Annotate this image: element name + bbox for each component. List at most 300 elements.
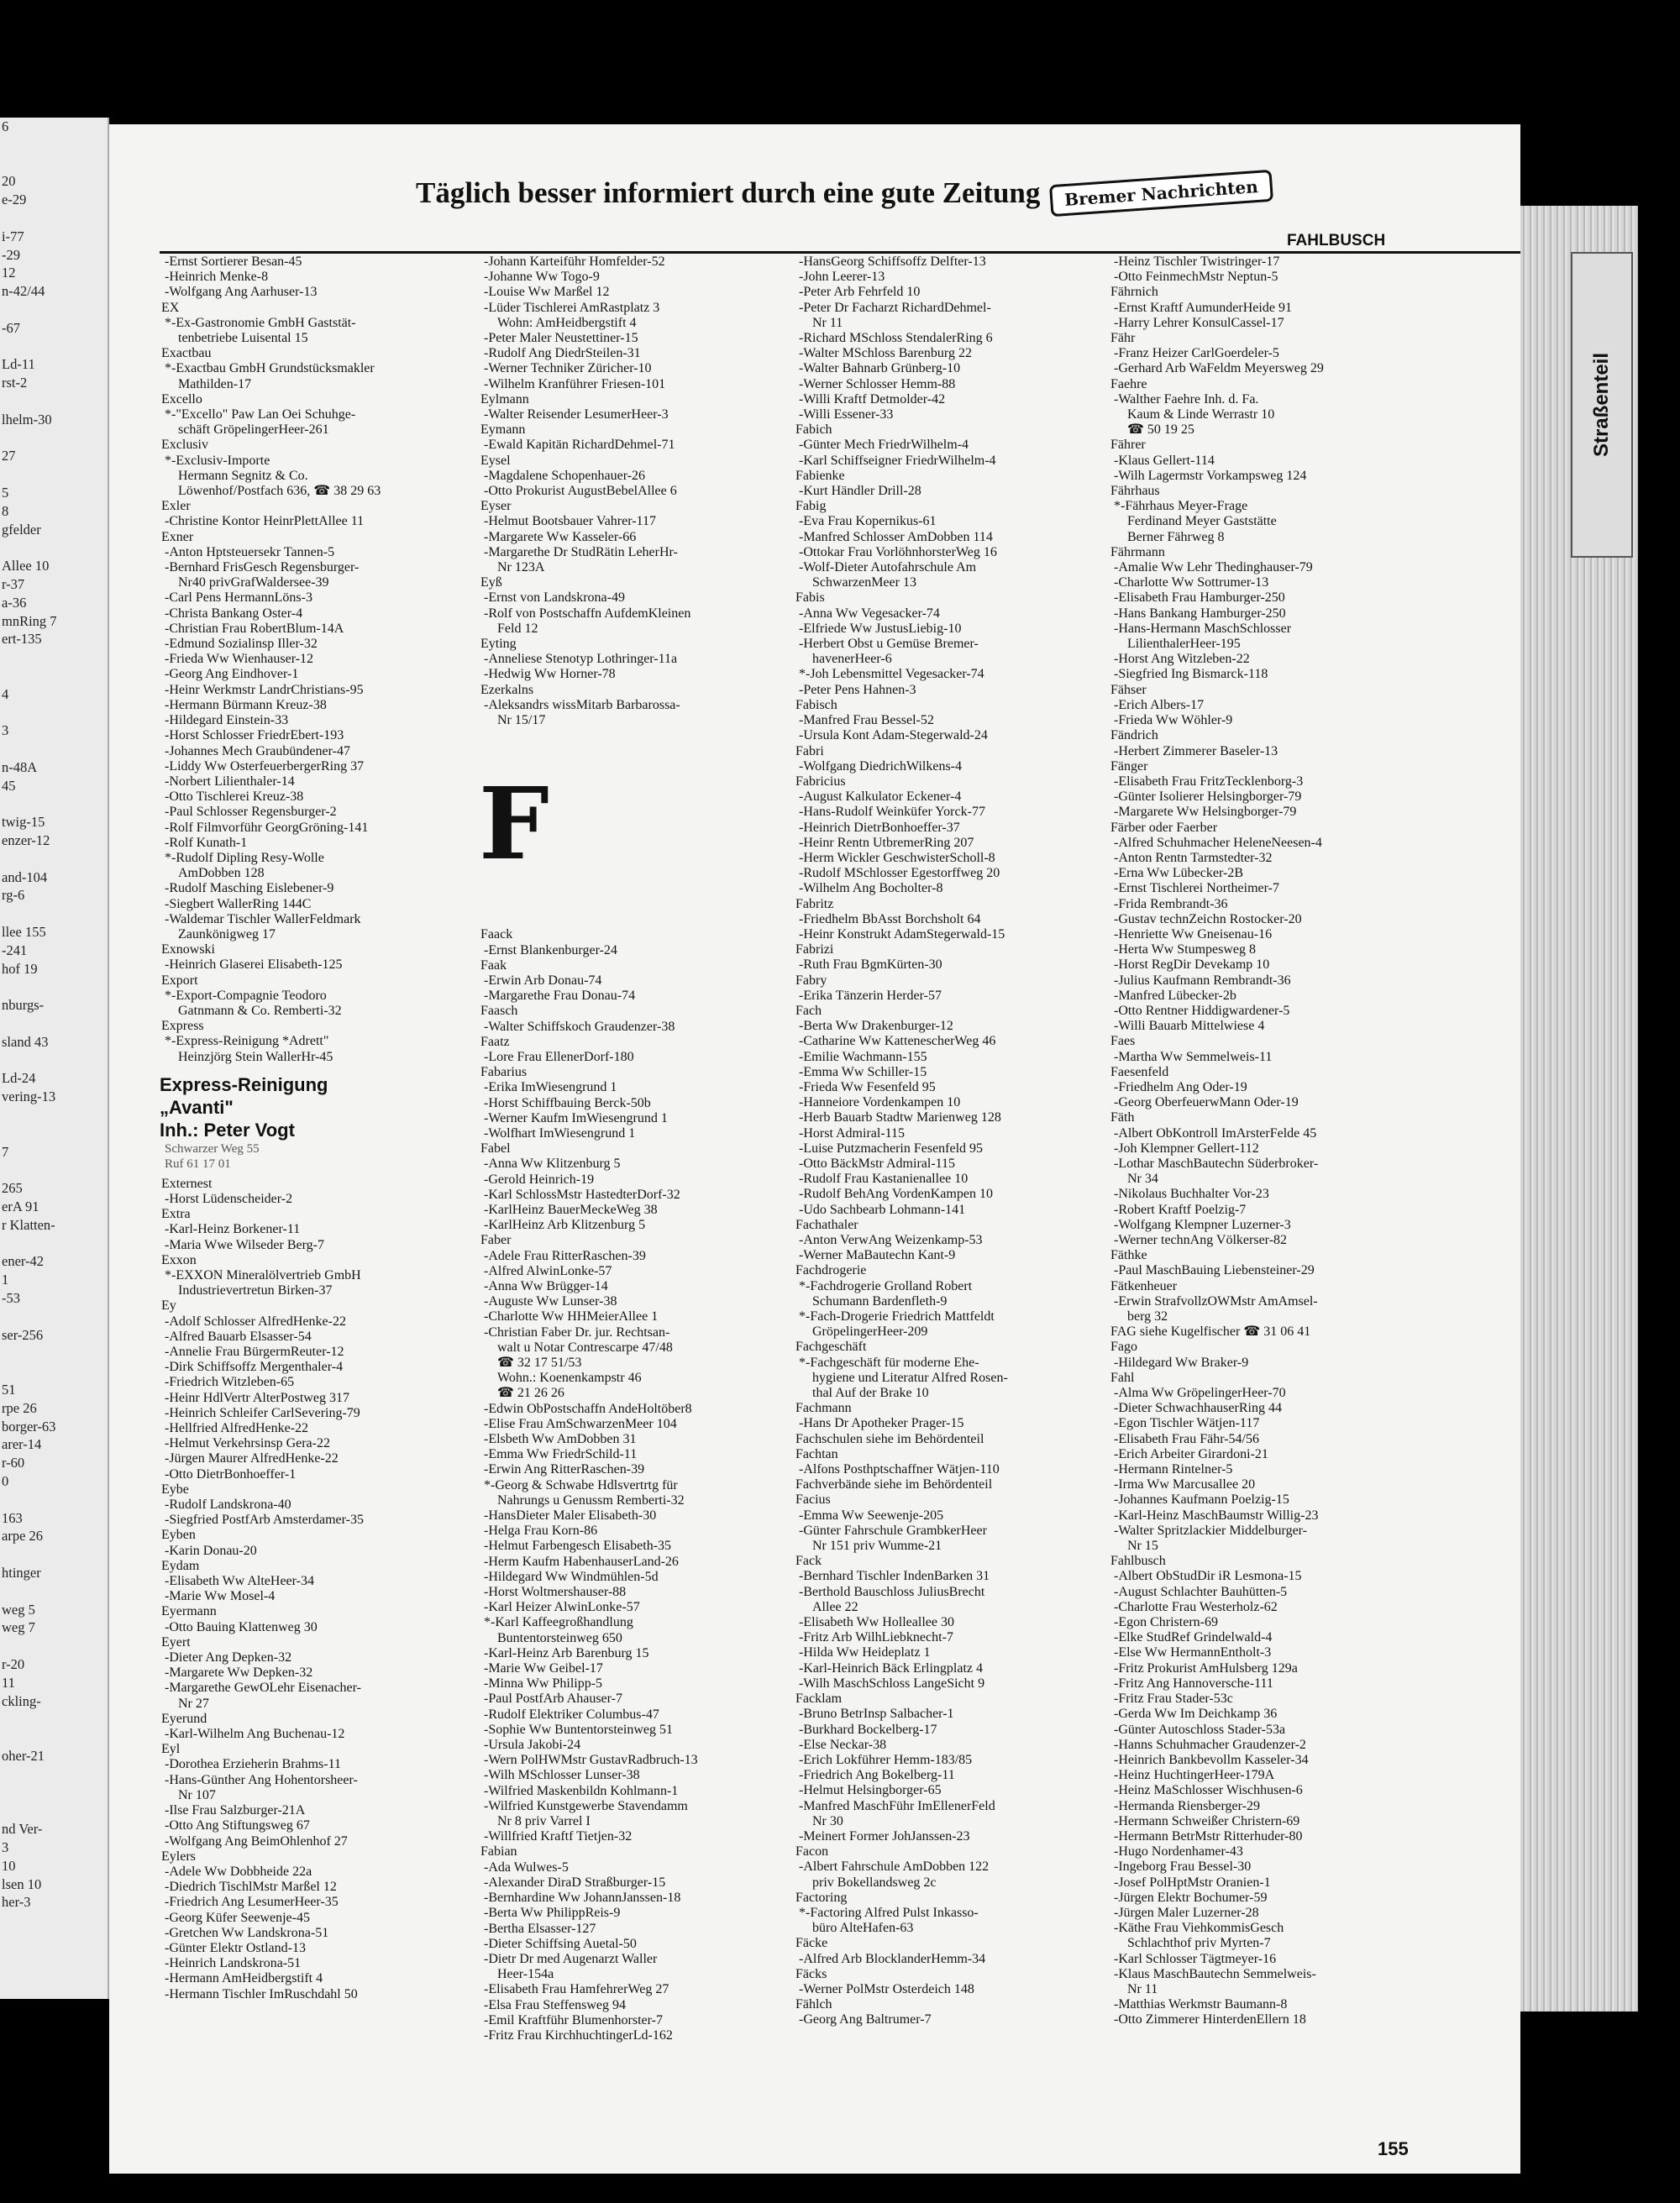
directory-entry: -Johann Karteiführ Homfelder-52 xyxy=(484,254,665,269)
directory-entry: -Karl Schlosser Tägtmeyer-16 xyxy=(1114,1951,1277,1966)
directory-entry: -Richard MSchloss StendalerRing 6 xyxy=(799,331,993,346)
directory-entry: -Walther Faehre Inh. d. Fa. xyxy=(1114,391,1259,407)
directory-entry: -Albert ObKontroll ImArsterFelde 45 xyxy=(1114,1125,1317,1141)
directory-entry: -Elisabeth Ww AlteHeer-34 xyxy=(165,1574,314,1589)
fragment-line: Allee 10 xyxy=(2,558,50,574)
surname-heading: Facon xyxy=(795,1844,829,1859)
surname-heading: Eyert xyxy=(161,1634,191,1650)
directory-entry: -Günter Mech FriedrWilhelm-4 xyxy=(799,438,969,453)
directory-entry: -Fritz Arb WilhLiebknecht-7 xyxy=(799,1630,953,1645)
directory-entry: -Walter Reisender LesumerHeer-3 xyxy=(484,407,669,422)
directory-entry: -Friedhelm Ang Oder-19 xyxy=(1114,1079,1247,1094)
directory-entry: *-Karl Kaffeegroßhandlung xyxy=(484,1615,633,1630)
fragment-line: ert-135 xyxy=(2,631,42,648)
directory-entry: -Otto Bauing Klattenweg 30 xyxy=(165,1619,318,1634)
column-1 xyxy=(160,254,470,2002)
section-letter: F xyxy=(479,765,549,883)
directory-entry: *-Exactbau GmbH Grundstücksmakler xyxy=(165,361,375,376)
entry-continuation: Gatnmann & Co. Remberti-32 xyxy=(178,1003,342,1018)
banner-headline: Täglich besser informiert durch eine gute Zeitung xyxy=(416,176,1041,209)
directory-entry: -Günter Elektr Ostland-13 xyxy=(165,1940,306,1955)
directory-entry: -Wilhelm Kranführer Friesen-101 xyxy=(484,376,666,391)
surname-heading: Faes xyxy=(1110,1034,1136,1049)
surname-heading: Faehre xyxy=(1110,376,1147,391)
surname-heading: Factoring xyxy=(795,1890,848,1905)
entry-continuation: Nr 11 xyxy=(1127,1981,1158,1996)
directory-entry: -Fritz Ang Hannoversche-111 xyxy=(1114,1676,1273,1691)
directory-entry: -Peter Pens Hahnen-3 xyxy=(799,682,916,697)
directory-entry: -Anna Ww Brügger-14 xyxy=(484,1278,608,1293)
page-number: 155 xyxy=(1378,2138,1409,2159)
surname-heading: Eysel xyxy=(480,453,511,468)
directory-entry: *-EXXON Mineralölvertrieb GmbH xyxy=(165,1267,361,1282)
directory-entry: -Helmut Farbengesch Elisabeth-35 xyxy=(484,1539,672,1554)
directory-entry: -Hans Bankang Hamburger-250 xyxy=(1114,606,1286,621)
directory-entry: -Sophie Ww Buntentorsteinweg 51 xyxy=(484,1722,674,1737)
fragment-line: gfelder xyxy=(2,521,41,538)
directory-entry: *-Express-Reinigung *Adrett" xyxy=(165,1034,329,1049)
directory-entry: -Helga Frau Korn-86 xyxy=(484,1524,598,1539)
directory-entry: -August Schlachter Bauhütten-5 xyxy=(1114,1584,1288,1599)
directory-entry: -Paul MaschBauing Liebensteiner-29 xyxy=(1114,1263,1315,1278)
directory-entry: -Ingeborg Frau Bessel-30 xyxy=(1114,1859,1252,1875)
surname-heading: Excello xyxy=(161,391,202,407)
directory-entry: -Helmut Helsingborger-65 xyxy=(799,1783,942,1798)
directory-entry: -Heinrich Schleifer CarlSevering-79 xyxy=(165,1405,360,1420)
fragment-line: r-37 xyxy=(2,575,25,592)
fragment-line: 27 xyxy=(2,448,16,464)
directory-entry: -Ilse Frau Salzburger-21A xyxy=(165,1803,306,1818)
directory-entry: *-Joh Lebensmittel Vegesacker-74 xyxy=(799,667,984,682)
ad-address-line: Schwarzer Weg 55 xyxy=(165,1141,260,1156)
directory-entry: *-Georg & Schwabe Hdlsvertrtg für xyxy=(484,1477,678,1492)
surname-heading: Export xyxy=(161,973,198,988)
surname-heading: Ey xyxy=(161,1298,176,1314)
fragment-line: 45 xyxy=(2,777,16,794)
directory-entry: -Ernst Tischlerei Northeimer-7 xyxy=(1114,881,1279,896)
directory-entry: -Gerda Ww Im Deichkamp 36 xyxy=(1114,1707,1278,1722)
surname-heading: Fabisch xyxy=(795,697,837,712)
directory-entry: -Jürgen Elektr Bochumer-59 xyxy=(1114,1890,1268,1905)
directory-entry: -Karl Heizer AlwinLonke-57 xyxy=(484,1600,640,1615)
directory-entry: -Emma Ww FriedrSchild-11 xyxy=(484,1447,638,1462)
directory-entry: -Edmund Sozialinsp Iller-32 xyxy=(165,637,318,652)
entry-continuation: Kaum & Linde Werrastr 10 xyxy=(1127,407,1275,422)
surname-heading: Fahl xyxy=(1110,1370,1135,1385)
fragment-line xyxy=(0,667,108,685)
directory-entry: -Paul Schlosser Regensburger-2 xyxy=(165,805,337,820)
entry-continuation: ☎ 32 17 51/53 xyxy=(497,1355,582,1370)
fragment-line: 7 xyxy=(2,1143,9,1160)
directory-entry: -Ernst Kraftf AumunderHeide 91 xyxy=(1114,300,1292,315)
directory-entry: -Dieter SchwachhauserRing 44 xyxy=(1114,1401,1282,1416)
directory-entry: -Jürgen Maurer AlfredHenke-22 xyxy=(165,1451,339,1466)
directory-entry: -Horst Schlosser FriedrEbert-193 xyxy=(165,728,344,743)
directory-entry: -Christian Frau RobertBlum-14A xyxy=(165,621,344,636)
directory-entry: -Frieda Ww Wöhler-9 xyxy=(1114,713,1233,728)
directory-entry: -Albert Fahrschule AmDobben 122 xyxy=(799,1859,990,1875)
directory-entry: -Franz Heizer CarlGoerdeler-5 xyxy=(1114,346,1279,361)
directory-entry: -Walter Spritzlackier Middelburger- xyxy=(1114,1523,1308,1538)
surname-heading: Fachschulen siehe im Behördenteil xyxy=(795,1431,984,1446)
directory-entry: -Gerold Heinrich-19 xyxy=(484,1172,595,1187)
surname-heading: Fago xyxy=(1110,1340,1137,1355)
directory-entry: -Anton VerwAng Weizenkamp-53 xyxy=(799,1233,983,1247)
surname-heading: Fähr xyxy=(1110,331,1136,346)
fragment-line: sland 43 xyxy=(2,1033,49,1050)
directory-entry: -Martha Ww Semmelweis-11 xyxy=(1114,1049,1273,1064)
surname-heading: Fachdrogerie xyxy=(795,1263,867,1278)
fragment-line: r Klatten- xyxy=(2,1216,55,1233)
directory-entry: -Karl-Wilhelm Ang Buchenau-12 xyxy=(165,1727,345,1742)
directory-entry: -Siegfried Ing Bismarck-118 xyxy=(1114,667,1268,682)
directory-entry: -Udo Sachbearb Lohmann-141 xyxy=(799,1202,966,1217)
directory-entry: -Klaus MaschBautechn Semmelweis- xyxy=(1114,1966,1316,1981)
directory-entry: -Friedrich Ang LesumerHeer-35 xyxy=(165,1895,339,1910)
fragment-line: 8 xyxy=(2,502,9,519)
surname-heading: Fabry xyxy=(795,973,827,988)
fragment-line: twig-15 xyxy=(2,814,45,831)
directory-entry: -Margarete Ww Depken-32 xyxy=(165,1665,313,1681)
directory-entry: -Nikolaus Buchhalter Vor-23 xyxy=(1114,1187,1269,1202)
directory-entry: -Ursula Jakobi-24 xyxy=(484,1738,581,1753)
surname-heading: Eylers xyxy=(161,1849,196,1864)
surname-heading: Fach xyxy=(795,1003,822,1018)
directory-entry: -Manfred Lübecker-2b xyxy=(1114,988,1236,1003)
fragment-line: 4 xyxy=(2,685,9,702)
directory-entry: -Hans-Rudolf Weinküfer Yorck-77 xyxy=(799,805,985,820)
directory-entry: -Otto BäckMstr Admiral-115 xyxy=(799,1156,956,1171)
directory-entry: -Alfred Arb BlocklanderHemm-34 xyxy=(799,1951,986,1966)
directory-entry: -Erich Arbeiter Girardoni-21 xyxy=(1114,1446,1268,1461)
fragment-line: ckling- xyxy=(2,1692,41,1709)
surname-heading: Fähser xyxy=(1110,682,1147,697)
directory-entry: -Friedrich Witzleben-65 xyxy=(165,1375,295,1390)
directory-entry: -Adolf Schlosser AlfredHenke-22 xyxy=(165,1314,346,1329)
directory-entry: -Willfried Kraftf Tietjen-32 xyxy=(484,1829,633,1844)
directory-entry: -Dorothea Erzieherin Brahms-11 xyxy=(165,1757,341,1772)
directory-entry: -Anton Hptsteuersekr Tannen-5 xyxy=(165,544,335,559)
directory-entry: -Friedrich Ang Bokelberg-11 xyxy=(799,1768,955,1783)
logo-text: Bremer Nachrichten xyxy=(1063,176,1259,211)
directory-entry: -Herbert Obst u Gemüse Bremer- xyxy=(799,637,979,652)
directory-entry: -Horst RegDir Devekamp 10 xyxy=(1114,957,1270,973)
directory-entry: -Herbert Zimmerer Baseler-13 xyxy=(1114,743,1278,758)
entry-continuation: Industrievertretun Birken-37 xyxy=(178,1283,333,1298)
fragment-line xyxy=(0,978,108,996)
column-4 xyxy=(1109,254,1420,2028)
surname-heading: Faack xyxy=(480,927,513,942)
directory-entry: *-Fährhaus Meyer-Frage xyxy=(1114,499,1248,514)
directory-entry: -Hans-Günther Ang Hohentorsheer- xyxy=(165,1772,358,1787)
fragment-line: r-60 xyxy=(2,1455,25,1471)
directory-entry: -Dieter Ang Depken-32 xyxy=(165,1650,292,1665)
surname-heading: Extra xyxy=(161,1207,191,1222)
surname-heading: Fäth xyxy=(1110,1110,1135,1125)
surname-heading: Eyting xyxy=(480,637,517,652)
directory-entry: -KarlHeinz Arb Klitzenburg 5 xyxy=(484,1218,646,1233)
surname-heading: Eymann xyxy=(480,422,526,438)
ad-title-line: Inh.: Peter Vogt xyxy=(160,1119,295,1141)
fragment-line: arpe 26 xyxy=(2,1528,44,1545)
directory-entry: -Wolfgang Ang BeimOhlenhof 27 xyxy=(165,1833,348,1849)
fragment-line: 12 xyxy=(2,265,16,281)
directory-entry: -Manfred Schlosser AmDobben 114 xyxy=(799,529,993,544)
entry-continuation: walt u Notar Contrescarpe 47/48 xyxy=(497,1340,673,1355)
directory-entry: -Hermann BetrMstr Ritterhuder-80 xyxy=(1114,1828,1303,1844)
fragment-line xyxy=(0,465,108,484)
directory-entry: -Joh Klempner Gellert-112 xyxy=(1114,1141,1259,1156)
fragment-line: 265 xyxy=(2,1180,23,1197)
fragment-line: Ld-11 xyxy=(2,356,35,373)
directory-entry: -Elisabeth Ww Holleallee 30 xyxy=(799,1615,954,1630)
ad-address-line: Ruf 61 17 01 xyxy=(165,1157,231,1171)
directory-entry: -Heinz MaSchlosser Wischhusen-6 xyxy=(1114,1783,1303,1798)
fragment-line xyxy=(0,1728,108,1747)
surname-heading: Fabri xyxy=(795,743,824,758)
directory-entry: -Catharine Ww KattenescherWeg 46 xyxy=(799,1034,996,1049)
directory-entry: -Karl-Heinrich Bäck Erlingplatz 4 xyxy=(799,1660,984,1676)
directory-entry: -Margarethe Dr StudRätin LeherHr- xyxy=(484,544,678,559)
directory-entry: -Johannes Mech Graubündener-47 xyxy=(165,743,350,758)
directory-entry: -Johanne Ww Togo-9 xyxy=(484,270,600,285)
column-2 xyxy=(479,254,790,2043)
directory-entry: -Günter Autoschloss Stader-53a xyxy=(1114,1722,1286,1737)
directory-entry: -Fritz Frau Stader-53c xyxy=(1114,1692,1233,1707)
directory-entry: -Friedhelm BbAsst Borchsholt 64 xyxy=(799,911,981,926)
surname-heading: Facklam xyxy=(795,1692,843,1707)
directory-entry: *-Exclusiv-Importe xyxy=(165,453,270,468)
directory-entry: -Ursula Kont Adam-Stegerwald-24 xyxy=(799,728,988,743)
surname-heading: Faak xyxy=(480,957,507,973)
entry-continuation: priv Bokellandsweg 2c xyxy=(812,1875,937,1890)
directory-entry: -Harry Lehrer KonsulCassel-17 xyxy=(1114,315,1284,330)
entry-continuation: ☎ 21 26 26 xyxy=(497,1386,564,1401)
directory-entry: -Otto Prokurist AugustBebelAllee 6 xyxy=(484,484,677,499)
fragment-line: Ld-24 xyxy=(2,1070,36,1087)
entry-continuation: Nr 30 xyxy=(812,1813,843,1828)
fragment-line: 163 xyxy=(2,1509,23,1526)
fragment-line xyxy=(0,905,108,923)
directory-entry: -Dieter Schiffsing Auetal-50 xyxy=(484,1936,637,1951)
entry-continuation: Allee 22 xyxy=(812,1599,858,1614)
directory-entry: -Erwin Arb Donau-74 xyxy=(484,973,602,988)
directory-entry: -Bernhard FrisGesch Regensburger- xyxy=(165,560,360,575)
directory-entry: -Rudolf Frau Kastanienallee 10 xyxy=(799,1172,969,1187)
fragment-line xyxy=(0,1710,108,1728)
directory-entry: -Elsbeth Ww AmDobben 31 xyxy=(484,1432,637,1446)
directory-entry: -Rolf von Postschaffn AufdemKleinen xyxy=(484,606,691,621)
directory-entry: -Emilie Wachmann-155 xyxy=(799,1049,927,1064)
fragment-line: erA 91 xyxy=(2,1199,39,1215)
directory-entry: -Berta Ww PhilippReis-9 xyxy=(484,1906,621,1921)
directory-entry: -Georg Ang Baltrumer-7 xyxy=(799,2012,932,2027)
fragment-line: 3 xyxy=(2,722,9,739)
fragment-line: borger-63 xyxy=(2,1418,56,1435)
directory-entry: -Anton Rentn Tarmstedter-32 xyxy=(1114,850,1273,865)
entry-continuation: ☎ 50 19 25 xyxy=(1127,422,1194,438)
entry-continuation: Nr 8 priv Varrel I xyxy=(497,1814,591,1829)
directory-entry: -Anneliese Stenotyp Lothringer-11a xyxy=(484,652,678,667)
directory-entry: -Maria Wwe Wilseder Berg-7 xyxy=(165,1237,324,1252)
directory-entry: -Karin Donau-20 xyxy=(165,1543,257,1558)
directory-entry: -Rudolf Ang DiedrSteilen-31 xyxy=(484,346,641,361)
directory-entry: -Egon Tischler Wätjen-117 xyxy=(1114,1416,1260,1431)
directory-entry: -Walter Schiffskoch Graudenzer-38 xyxy=(484,1019,675,1034)
directory-entry: *-Fachdrogerie Grolland Robert xyxy=(799,1278,973,1293)
header-divider xyxy=(160,251,1520,254)
fragment-line xyxy=(0,1052,108,1070)
directory-entry: -Amalie Ww Lehr Thedinghauser-79 xyxy=(1114,560,1313,575)
directory-entry: -Charlotte Ww Sottrumer-13 xyxy=(1114,575,1269,590)
directory-entry: -Marie Ww Geibel-17 xyxy=(484,1661,603,1676)
surname-heading: Fabricius xyxy=(795,774,846,789)
directory-entry: -Aleksandrs wissMitarb Barbarossa- xyxy=(484,697,680,712)
directory-entry: -Berta Ww Drakenburger-12 xyxy=(799,1019,953,1034)
entry-continuation: SchwarzenMeer 13 xyxy=(812,575,916,590)
directory-entry: -Hilda Ww Heideplatz 1 xyxy=(799,1645,931,1660)
entry-continuation: Ferdinand Meyer Gaststätte xyxy=(1127,514,1277,529)
fragment-line: hof 19 xyxy=(2,960,38,977)
fragment-line: rg-6 xyxy=(2,887,25,904)
surname-heading: Fack xyxy=(795,1554,822,1569)
fragment-line: 51 xyxy=(2,1381,16,1398)
section-thumb-tab[interactable] xyxy=(1571,252,1633,558)
surname-heading: Fabritz xyxy=(795,896,834,911)
directory-entry: -Horst Schiffbauing Berck-50b xyxy=(484,1095,651,1110)
surname-heading: Fabich xyxy=(795,422,832,438)
fragment-line: rpe 26 xyxy=(2,1399,37,1416)
entry-continuation: Nahrungs u Genussm Remberti-32 xyxy=(497,1492,685,1508)
directory-entry: -Hugo Nordenhamer-43 xyxy=(1114,1844,1243,1859)
entry-continuation: Wohn: AmHeidbergstift 4 xyxy=(497,315,637,330)
directory-entry: -Werner PolMstr Osterdeich 148 xyxy=(799,1981,974,1996)
directory-entry: *-Fachgeschäft für moderne Ehe- xyxy=(799,1355,979,1370)
fragment-line xyxy=(0,795,108,813)
directory-entry: -Heinrich Bankbevollm Kasseler-34 xyxy=(1114,1752,1309,1767)
directory-entry: *-Ex-Gastronomie GmbH Gaststät- xyxy=(165,315,356,330)
fragment-line: n-42/44 xyxy=(2,283,45,300)
entry-continuation: Nr 15/17 xyxy=(497,713,546,728)
directory-entry: -Alfred Schuhmacher HeleneNeesen-4 xyxy=(1114,835,1322,850)
directory-entry: -Christian Faber Dr. jur. Rechtsan- xyxy=(484,1324,670,1340)
fragment-line: -53 xyxy=(2,1290,20,1306)
surname-heading: Faatz xyxy=(480,1034,510,1049)
directory-entry: -Karl-Heinz MaschBaumstr Willig-23 xyxy=(1114,1508,1319,1523)
directory-entry: -Herm Wickler GeschwisterScholl-8 xyxy=(799,850,995,865)
directory-entry: -Wolf-Dieter Autofahrschule Am xyxy=(799,560,977,575)
fragment-line: vering-13 xyxy=(2,1088,56,1105)
directory-entry: -Burkhard Bockelberg-17 xyxy=(799,1722,937,1737)
surname-heading: Fänger xyxy=(1110,758,1148,774)
surname-heading: Fachtan xyxy=(795,1446,838,1461)
directory-entry: -Luise Putzmacherin Fesenfeld 95 xyxy=(799,1141,984,1156)
directory-entry: -Otto Zimmerer HinterdenEllern 18 xyxy=(1114,2012,1306,2027)
directory-entry: -Herta Ww Stumpesweg 8 xyxy=(1114,942,1256,957)
directory-entry: -Wilfried Maskenbildn Kohlmann-1 xyxy=(484,1783,679,1798)
directory-entry: -Marie Ww Mosel-4 xyxy=(165,1589,276,1604)
directory-entry: -Heinrich Glaserei Elisabeth-125 xyxy=(165,957,343,973)
fragment-line: enzer-12 xyxy=(2,832,50,849)
fragment-line xyxy=(0,1125,108,1143)
directory-entry: -Carl Pens HermannLöns-3 xyxy=(165,590,312,606)
advertisement xyxy=(160,1065,470,1177)
fragment-line xyxy=(0,1344,108,1362)
directory-entry: -Henriette Ww Gneisenau-16 xyxy=(1114,926,1273,942)
directory-entry: -Erika Tänzerin Herder-57 xyxy=(799,988,942,1003)
directory-entry: *-"Excello" Paw Lan Oei Schuhge- xyxy=(165,407,356,422)
directory-entry: -Ernst von Landskrona-49 xyxy=(484,590,625,606)
directory-entry: -Robert Kraftf Poelzig-7 xyxy=(1114,1202,1247,1217)
directory-entry: -Wolfgang DiedrichWilkens-4 xyxy=(799,758,963,774)
directory-entry: -Josef PolHptMstr Oranien-1 xyxy=(1114,1875,1271,1890)
running-head: FAHLBUSCH xyxy=(1287,232,1386,249)
fragment-line: 11 xyxy=(2,1674,15,1691)
fragment-line: 6 xyxy=(2,118,9,134)
surname-heading: Fäcks xyxy=(795,1966,827,1981)
fragment-line xyxy=(0,704,108,722)
entry-continuation: berg 32 xyxy=(1127,1309,1168,1324)
surname-heading: Fahlbusch xyxy=(1110,1554,1166,1569)
directory-entry: -Margarete Ww Helsingborger-79 xyxy=(1114,805,1297,820)
directory-entry: -Liddy Ww OsterfeuerbergerRing 37 xyxy=(165,758,365,774)
directory-entry: -Hermann Schweißer Christern-69 xyxy=(1114,1813,1300,1828)
directory-entry: -Rudolf MSchlosser Egestorffweg 20 xyxy=(799,866,1000,881)
directory-entry: -Wolfhart ImWiesengrund 1 xyxy=(484,1125,636,1141)
surname-heading: Faber xyxy=(480,1233,512,1248)
directory-entry: -Hildegard Ww Windmühlen-5d xyxy=(484,1569,659,1584)
surname-heading: Fabig xyxy=(795,499,827,514)
fragment-line: -29 xyxy=(2,246,20,263)
fragment-line: 1 xyxy=(2,1272,9,1288)
directory-entry: -Elisabeth Frau Fähr-54/56 xyxy=(1114,1431,1259,1446)
entry-continuation: Nr 34 xyxy=(1127,1172,1158,1187)
directory-entry: -HansGeorg Schiffsoffz Delfter-13 xyxy=(799,254,986,269)
directory-entry: -Dirk Schiffsoffz Mergenthaler-4 xyxy=(165,1360,344,1375)
directory-page xyxy=(109,124,1520,2174)
directory-entry: -Margarethe Frau Donau-74 xyxy=(484,989,636,1004)
fragment-line xyxy=(0,1582,108,1601)
entry-continuation: Nr40 privGrafWaldersee-39 xyxy=(178,575,329,590)
fragment-line xyxy=(0,850,108,868)
directory-entry: -Julius Kaufmann Rembrandt-36 xyxy=(1114,973,1291,988)
directory-entry: -Hermann Tischler ImRuschdahl 50 xyxy=(165,1986,358,2001)
fragment-line: 20 xyxy=(2,173,16,190)
fragment-line: weg 5 xyxy=(2,1601,35,1618)
fragment-line xyxy=(0,338,108,356)
directory-entry: -Manfred MaschFühr ImEllenerFeld xyxy=(799,1798,995,1813)
fragment-line xyxy=(0,648,108,667)
directory-entry: -Rolf Filmvorführ GeorgGröning-141 xyxy=(165,820,369,835)
directory-entry: -HansDieter Maler Elisabeth-30 xyxy=(484,1508,657,1524)
directory-entry: *-Factoring Alfred Pulst Inkasso- xyxy=(799,1905,979,1920)
directory-entry: -Ottokar Frau VorlöhnhorsterWeg 16 xyxy=(799,544,997,559)
fragment-line xyxy=(0,1784,108,1802)
fragment-line xyxy=(0,1308,108,1326)
surname-heading: Fährhaus xyxy=(1110,484,1160,499)
directory-entry: -Wilh Lagermstr Vorkampsweg 124 xyxy=(1114,468,1307,483)
directory-entry: -Meinert Former JohJanssen-23 xyxy=(799,1828,970,1844)
directory-entry: -Fritz Prokurist AmHulsberg 129a xyxy=(1114,1660,1298,1676)
directory-entry: -Auguste Ww Lunser-38 xyxy=(484,1294,617,1309)
directory-entry: -John Leerer-13 xyxy=(799,270,885,285)
surname-heading: Faesenfeld xyxy=(1110,1064,1169,1079)
directory-entry: -Helmut Verkehrsinsp Gera-22 xyxy=(165,1436,330,1451)
directory-entry: -Karl-Heinz Borkener-11 xyxy=(165,1222,301,1237)
directory-entry: -Bernhard Tischler IndenBarken 31 xyxy=(799,1569,990,1584)
entry-continuation: büro AlteHafen-63 xyxy=(812,1921,914,1936)
fragment-line xyxy=(0,1637,108,1655)
